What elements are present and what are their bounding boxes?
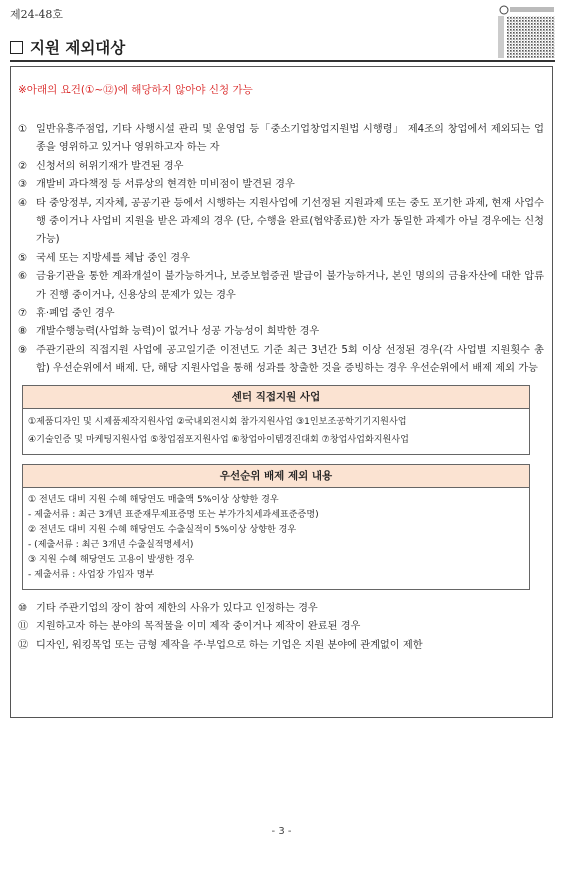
item-text: 디자인, 워킹목업 또는 금형 제작을 주·부업으로 하는 기업은 지원 분야에 관계없이 제한 <box>36 639 423 651</box>
item-number: ⑨ <box>18 344 28 356</box>
document-number: 제24-48호 <box>10 8 63 21</box>
item-number: ③ <box>18 179 28 191</box>
priority-line: - (제출서류 : 최근 3개년 수출실적명세서) <box>28 539 194 550</box>
item-number: ② <box>18 160 28 172</box>
center-box-line: ①제품디자인 및 시제품제작지원사업 ②국내외전시회 참가지원사업 ③1인보조공학기기지원사업 <box>28 416 407 427</box>
item-text: 기타 주관기업의 장이 참여 제한의 사유가 있다고 인정하는 경우 <box>36 602 318 614</box>
checkbox-square-icon <box>10 41 23 54</box>
corner-stamp-graphic <box>498 2 556 60</box>
item-text: 개발비 과다책정 등 서류상의 현격한 미비점이 발견된 경우 <box>36 179 295 191</box>
list-item <box>18 195 544 250</box>
section-heading <box>10 36 125 58</box>
eligibility-notice: ※아래의 요건(①~⑫)에 해당하지 않아야 신청 가능 <box>18 84 253 96</box>
item-number: ⑧ <box>18 326 28 338</box>
item-text: 주관기관의 직접지원 사업에 공고일기준 이전년도 기준 최근 3년간 5회 이상 선정된 경우(각 사업별 지원횟수 총합) 우선순위에서 배제. 단, 해당 지원사업을 통해 성과를 창출한 것을 증빙하는 경우 우선순위에서 배제 제외 가능 <box>36 344 544 375</box>
list-item <box>18 121 544 158</box>
list-item <box>18 268 544 305</box>
section-title: 지원 제외대상 <box>30 38 126 57</box>
list-item <box>18 158 544 176</box>
list-item <box>18 342 544 379</box>
item-number: ④ <box>18 197 28 209</box>
item-text: 금융기관을 통한 계좌개설이 불가능하거나, 보증보험증권 발급이 불가능하거나, 본인 명의의 금융자산에 대한 압류가 진행 중이거나, 신용상의 문제가 있는 경우 <box>36 271 544 301</box>
list-item <box>18 637 544 655</box>
item-text: 휴·폐업 중인 경우 <box>36 308 115 320</box>
exclusion-list <box>18 121 544 655</box>
exclusion-criteria-box <box>10 66 553 718</box>
item-text: 타 중앙정부, 지자체, 공공기관 등에서 시행하는 지원사업에 기선정된 지원과제 또는 중도 포기한 과제, 현재 사업수행 중이거나 사업비 지원을 받은 과제의 경우 (단, 수행을 완료(협약종료)한 자가 동일한 과제가 아닐 경우에는 신청 가능) <box>36 197 544 246</box>
center-box-title: 센터 직접지원 사업 <box>23 386 529 409</box>
priority-line: - 제출서류 : 최근 3개년 표준재무제표증명 또는 부가가치세과세표준증명) <box>28 509 319 520</box>
item-text: 지원하고자 하는 분야의 목적물을 이미 제작 중이거나 제작이 완료된 경우 <box>36 621 361 633</box>
priority-line: ① 전년도 대비 지원 수혜 해당연도 매출액 5%이상 상향한 경우 <box>28 494 279 505</box>
item-text: 일반유흥주점업, 기타 사행시설 관리 및 운영업 등「중소기업창업지원법 시행령」 제4조의 창업에서 제외되는 업종을 영위하고 있거나 영위하고자 하는 자 <box>36 124 544 154</box>
list-item <box>18 305 544 323</box>
item-number: ⑫ <box>18 639 29 651</box>
heading-divider <box>10 60 555 62</box>
item-number: ⑩ <box>18 602 28 614</box>
priority-line: ③ 지원 수혜 해당연도 고용이 발생한 경우 <box>28 554 195 565</box>
priority-box-title: 우선순위 배제 제외 내용 <box>23 465 529 488</box>
priority-line: ② 전년도 대비 지원 수혜 해당연도 수출실적이 5%이상 상향한 경우 <box>28 524 297 535</box>
list-item <box>18 323 544 341</box>
item-number: ⑤ <box>18 252 28 264</box>
item-number: ⑥ <box>18 271 28 283</box>
list-item <box>18 618 544 636</box>
priority-box-body <box>23 488 529 589</box>
list-item <box>18 600 544 618</box>
center-box-line: ④기술인증 및 마케팅지원사업 ⑤창업점포지원사업 ⑥창업아이템경진대회 ⑦창업사업화지원사업 <box>28 434 409 445</box>
item-number: ⑦ <box>18 308 28 320</box>
center-direct-support-box <box>22 385 530 455</box>
list-item <box>18 176 544 194</box>
item-text: 국세 또는 지방세를 체납 중인 경우 <box>36 252 190 264</box>
priority-exclusion-box <box>22 464 530 590</box>
item-text: 개발수행능력(사업화 능력)이 없거나 성공 가능성이 희박한 경우 <box>36 326 320 338</box>
item-number: ⑪ <box>18 621 29 633</box>
item-number: ① <box>18 124 28 135</box>
priority-line: - 제출서류 : 사업장 가입자 명부 <box>28 569 155 580</box>
center-box-body <box>23 409 529 454</box>
item-text: 신청서의 허위기재가 발견된 경우 <box>36 160 184 172</box>
list-item <box>18 250 544 268</box>
page-number: - 3 - <box>271 826 292 837</box>
